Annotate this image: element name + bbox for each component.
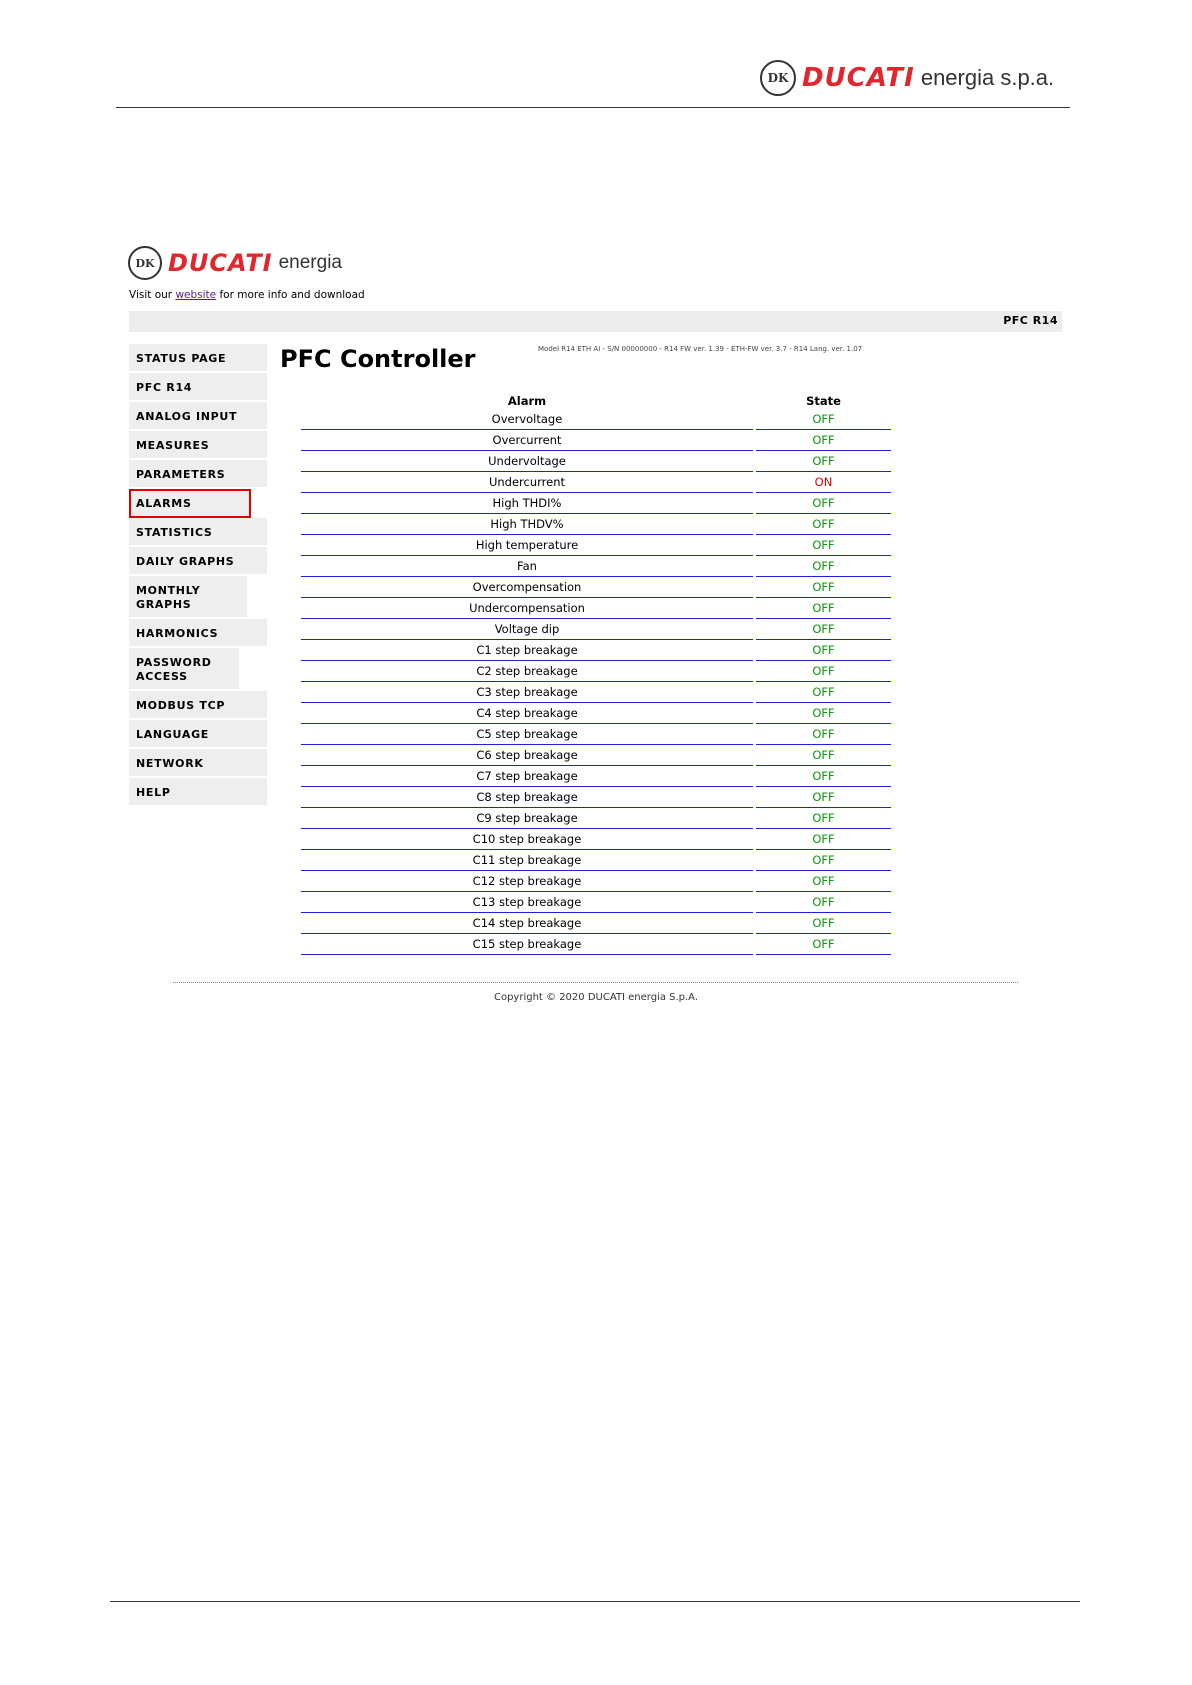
alarm-state-cell: OFF [756, 640, 891, 661]
alarm-name-cell: C9 step breakage [301, 808, 753, 829]
table-row [301, 640, 891, 661]
table-row [301, 493, 891, 514]
alarm-name-cell: Overvoltage [301, 409, 753, 430]
alarm-name-cell: Fan [301, 556, 753, 577]
alarm-name-cell: C4 step breakage [301, 703, 753, 724]
table-row [301, 661, 891, 682]
table-row [301, 430, 891, 451]
ducati-emblem-icon: DK [128, 246, 162, 280]
alarm-state-cell: OFF [756, 787, 891, 808]
alarm-name-cell: Overcurrent [301, 430, 753, 451]
alarm-name-cell: C12 step breakage [301, 871, 753, 892]
table-row [301, 619, 891, 640]
alarm-state-cell: OFF [756, 619, 891, 640]
device-label: PFC R14 [1003, 314, 1058, 327]
table-row [301, 556, 891, 577]
table-row [301, 808, 891, 829]
alarm-name-cell: Undervoltage [301, 451, 753, 472]
alarm-state-cell: OFF [756, 913, 891, 934]
alarm-state-cell: OFF [756, 682, 891, 703]
sidebar-item-modbus-tcp[interactable]: MODBUS TCP [129, 691, 267, 720]
copyright-text: Copyright © 2020 DUCATI energia S.p.A. [493, 992, 699, 1003]
alarm-state-cell: OFF [756, 430, 891, 451]
alarm-state-cell: OFF [756, 766, 891, 787]
model-info: Model R14 ETH AI - S/N 00000000 - R14 FW ver. 1.39 - ETH-FW ver. 3.7 - R14 Lang. ver. 1.07 [538, 345, 863, 353]
table-row [301, 451, 891, 472]
alarm-name-cell: C10 step breakage [301, 829, 753, 850]
site-logo[interactable] [128, 246, 342, 280]
table-row [301, 787, 891, 808]
alarm-name-cell: C14 step breakage [301, 913, 753, 934]
document-brand-name: DUCATI [802, 63, 915, 93]
alarm-name-cell: C5 step breakage [301, 724, 753, 745]
alarm-state-cell: OFF [756, 724, 891, 745]
sidebar-item-harmonics[interactable]: HARMONICS [129, 619, 267, 648]
table-row [301, 829, 891, 850]
table-row [301, 871, 891, 892]
ducati-emblem-icon: DK [760, 60, 796, 96]
sidebar-item-help[interactable]: HELP [129, 778, 267, 807]
website-link[interactable]: website [175, 289, 217, 301]
alarm-state-cell: OFF [756, 598, 891, 619]
alarm-state-cell: OFF [756, 829, 891, 850]
site-brand-name: DUCATI [168, 249, 273, 277]
table-row [301, 598, 891, 619]
table-row [301, 745, 891, 766]
site-brand-suffix: energia [278, 252, 342, 273]
alarm-name-cell: C11 step breakage [301, 850, 753, 871]
table-row [301, 703, 891, 724]
alarm-state-cell: OFF [756, 556, 891, 577]
table-row [301, 934, 891, 955]
alarm-name-cell: High THDV% [301, 514, 753, 535]
sidebar-item-daily-graphs[interactable]: DAILY GRAPHS [129, 547, 267, 576]
alarm-column-header: Alarm [507, 394, 547, 408]
alarm-name-cell: C13 step breakage [301, 892, 753, 913]
visit-suffix: for more info and download [216, 289, 365, 301]
alarm-state-cell: OFF [756, 934, 891, 955]
alarm-name-cell: Voltage dip [301, 619, 753, 640]
alarm-state-cell: OFF [756, 577, 891, 598]
alarm-state-cell: OFF [756, 535, 891, 556]
alarm-state-cell: OFF [756, 871, 891, 892]
sidebar-item-alarms[interactable]: ALARMS [129, 489, 251, 518]
sidebar-item-network[interactable]: NETWORK [129, 749, 267, 778]
page-title: PFC Controller [280, 345, 476, 373]
table-row [301, 913, 891, 934]
alarm-state-cell: OFF [756, 409, 891, 430]
alarm-name-cell: High temperature [301, 535, 753, 556]
alarm-name-cell: Undercompensation [301, 598, 753, 619]
sidebar-item-parameters[interactable]: PARAMETERS [129, 460, 267, 489]
table-row [301, 892, 891, 913]
alarm-name-cell: C2 step breakage [301, 661, 753, 682]
table-row [301, 472, 891, 493]
alarm-state-cell: OFF [756, 514, 891, 535]
alarm-state-cell: OFF [756, 892, 891, 913]
visit-website-text [129, 289, 365, 301]
alarm-state-cell: OFF [756, 661, 891, 682]
alarm-state-cell: OFF [756, 703, 891, 724]
sidebar-item-statistics[interactable]: STATISTICS [129, 518, 267, 547]
alarm-name-cell: Undercurrent [301, 472, 753, 493]
alarm-table [298, 393, 894, 955]
table-row [301, 682, 891, 703]
sidebar-item-language[interactable]: LANGUAGE [129, 720, 267, 749]
table-row [301, 850, 891, 871]
alarm-state-cell: OFF [756, 808, 891, 829]
table-row [301, 409, 891, 430]
visit-prefix: Visit our [129, 289, 176, 301]
table-row [301, 514, 891, 535]
alarm-state-cell: ON [756, 472, 891, 493]
alarm-name-cell: High THDI% [301, 493, 753, 514]
alarm-state-cell: OFF [756, 850, 891, 871]
sidebar-item-pfc-r14[interactable]: PFC R14 [129, 373, 267, 402]
alarm-name-cell: C1 step breakage [301, 640, 753, 661]
document-footer-divider [110, 1601, 1080, 1602]
sidebar-nav [129, 344, 267, 807]
state-column-header: State [806, 394, 841, 408]
sidebar-item-password-access[interactable]: PASSWORD ACCESS [129, 648, 239, 691]
table-row [301, 724, 891, 745]
table-row [301, 535, 891, 556]
document-header-divider [116, 107, 1070, 108]
alarm-state-cell: OFF [756, 745, 891, 766]
document-header-logo [760, 58, 1054, 98]
sidebar-item-monthly-graphs[interactable]: MONTHLY GRAPHS [129, 576, 247, 619]
alarm-name-cell: C6 step breakage [301, 745, 753, 766]
top-bar [129, 311, 1062, 332]
sidebar-item-status-page[interactable]: STATUS PAGE [129, 344, 267, 373]
alarm-name-cell: C3 step breakage [301, 682, 753, 703]
alarm-state-cell: OFF [756, 451, 891, 472]
alarm-state-cell: OFF [756, 493, 891, 514]
alarm-name-cell: Overcompensation [301, 577, 753, 598]
footer-divider [173, 982, 1018, 983]
alarm-name-cell: C15 step breakage [301, 934, 753, 955]
sidebar-item-measures[interactable]: MEASURES [129, 431, 267, 460]
table-row [301, 766, 891, 787]
alarm-name-cell: C8 step breakage [301, 787, 753, 808]
document-brand-suffix: energia s.p.a. [920, 65, 1055, 90]
alarm-name-cell: C7 step breakage [301, 766, 753, 787]
sidebar-item-analog-input[interactable]: ANALOG INPUT [129, 402, 267, 431]
table-row [301, 577, 891, 598]
table-header-row [301, 393, 891, 409]
